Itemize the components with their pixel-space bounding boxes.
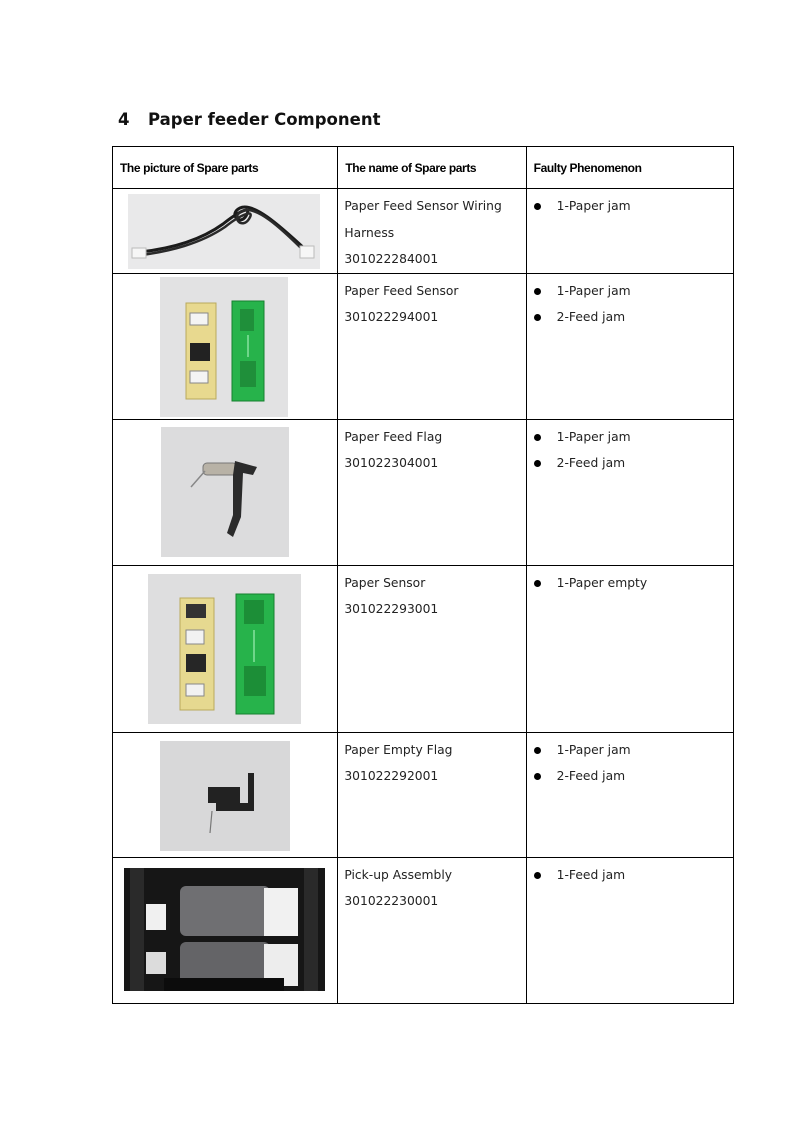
fault-list <box>527 566 733 597</box>
paper-empty-flag-photo <box>160 741 290 851</box>
fault-item: 1-Paper empty <box>534 570 733 597</box>
fault-list <box>527 733 733 790</box>
fault-item: 1-Paper jam <box>534 424 733 451</box>
bullet-icon <box>534 747 541 754</box>
faults-cell <box>526 732 733 857</box>
fault-item: 2-Feed jam <box>534 450 733 477</box>
section-heading <box>118 110 380 129</box>
bullet-icon <box>534 773 541 780</box>
table-row <box>113 419 734 565</box>
header-picture: The picture of Spare parts <box>113 147 338 189</box>
part-name: Paper Feed Sensor <box>344 283 459 298</box>
fault-item: 2-Feed jam <box>534 763 733 790</box>
bullet-icon <box>534 872 541 879</box>
table-row <box>113 189 734 274</box>
part-name-cell <box>338 273 526 419</box>
part-name-cell <box>338 565 526 732</box>
header-name: The name of Spare parts <box>338 147 526 189</box>
fault-list <box>527 858 733 889</box>
table-row <box>113 273 734 419</box>
faults-cell <box>526 189 733 274</box>
bullet-icon <box>534 203 541 210</box>
fault-list <box>527 420 733 477</box>
part-number: 301022294001 <box>344 310 439 325</box>
paper-sensor-photo <box>148 574 301 724</box>
part-number: 301022230001 <box>344 894 439 909</box>
paper-feed-flag-photo <box>161 427 289 557</box>
part-name: Pick-up Assembly <box>344 867 453 882</box>
part-number: 301022284001 <box>344 252 439 267</box>
part-number: 301022292001 <box>344 769 439 784</box>
fault-item: 1-Paper jam <box>534 737 733 764</box>
wiring-harness-photo <box>128 194 320 269</box>
table-row <box>113 732 734 857</box>
part-name-cell <box>338 857 526 1003</box>
bullet-icon <box>534 460 541 467</box>
faults-cell <box>526 273 733 419</box>
faults-cell <box>526 857 733 1003</box>
bullet-icon <box>534 434 541 441</box>
part-picture-cell <box>113 419 338 565</box>
fault-item: 2-Feed jam <box>534 304 733 331</box>
part-name-cell <box>338 732 526 857</box>
bullet-icon <box>534 288 541 295</box>
part-picture-cell <box>113 857 338 1003</box>
table-header-row <box>113 147 734 189</box>
part-number: 301022293001 <box>344 602 439 617</box>
faults-cell <box>526 419 733 565</box>
table-row <box>113 857 734 1003</box>
part-number: 301022304001 <box>344 456 439 471</box>
faults-cell <box>526 565 733 732</box>
paper-feed-sensor-photo <box>160 277 288 417</box>
bullet-icon <box>534 580 541 587</box>
fault-list <box>527 189 733 220</box>
table-row <box>113 565 734 732</box>
part-name: Paper Sensor <box>344 575 426 590</box>
section-title: Paper feeder Component <box>148 110 381 129</box>
pick-up-assembly-photo <box>124 868 325 991</box>
section-number: 4 <box>118 110 130 129</box>
fault-item: 1-Feed jam <box>534 862 733 889</box>
header-faults: Faulty Phenomenon <box>526 147 733 189</box>
part-picture-cell <box>113 189 338 274</box>
part-picture-cell <box>113 565 338 732</box>
bullet-icon <box>534 314 541 321</box>
part-name: Paper Empty Flag <box>344 742 453 757</box>
part-name: Paper Feed Flag <box>344 429 443 444</box>
part-name-cell <box>338 419 526 565</box>
spare-parts-table <box>112 146 734 1004</box>
fault-item: 1-Paper jam <box>534 278 733 305</box>
fault-list <box>527 274 733 331</box>
part-picture-cell <box>113 732 338 857</box>
fault-item: 1-Paper jam <box>534 193 733 220</box>
part-name-cell <box>338 189 526 274</box>
part-name: Paper Feed Sensor Wiring Harness <box>344 199 502 240</box>
part-picture-cell <box>113 273 338 419</box>
